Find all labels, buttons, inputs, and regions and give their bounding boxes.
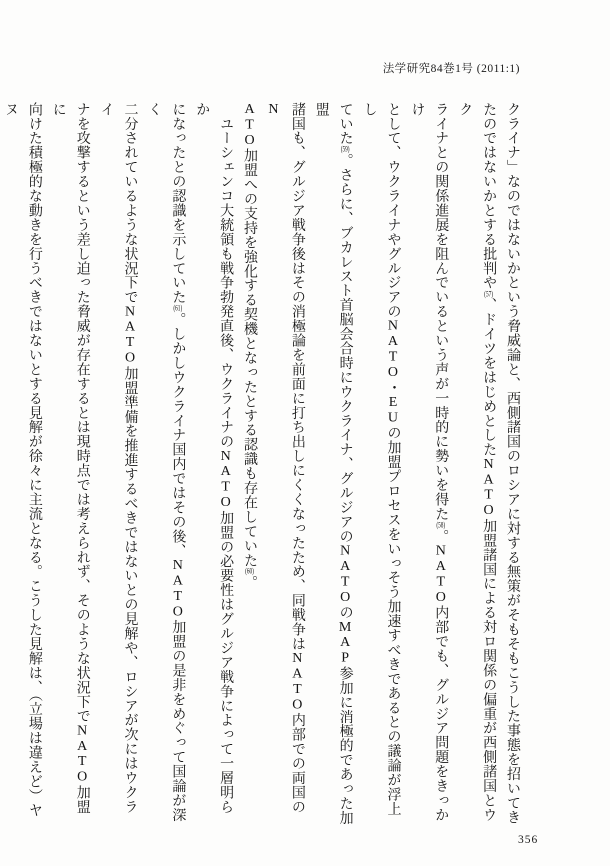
footnote-marker: (58) [436,521,446,530]
footnote-marker: (59) [340,145,350,154]
text-column: 向けた積極的な動きを行うべきではないとする見解が徐々に主流となる。こうした見解は、（立場は違えど）ヤヌ [2,102,42,818]
page-number: 356 [518,834,539,846]
text-column: として、ウクライナやグルジアのNATO・EUの加盟プロセスをいっそう加速すべきであるとの議論が浮上し [361,102,401,817]
journal-header: 法学研究84巻1号 (2011:1) [382,63,520,75]
text-column: ユーシェンコ大統領も戦争勃発直後、ウクライナのNATO加盟の必要性はグルジア戦争によって一層明らか [194,102,234,815]
footnote-marker: (57) [484,289,493,298]
text-column: ATO加盟への支持を強化する契機となったとする認識も存在していた(60)。 [242,102,258,590]
footnote-marker: (61) [173,304,183,313]
text-column: になったとの認識を示していた(61)。しかしウクライナ国内ではその後、NATO加盟の是非をめぐって国論が深く [146,102,186,823]
text-column: 二分されているような状況下でNATO加盟準備を推進するべきではないとの見解や、ロシアが次にはウクライ [98,102,138,815]
text-column: ライナとの関係進展を阻んでいるという声が一時的に勢いを得た(58)。NATO内部でも、グルジア問題をきっかけ [409,102,449,823]
text-column: 諸国も、グルジア戦争後はその消極論を前面に打ち出しにくくなったため、同戦争はNATO内部での両国のN [265,102,305,815]
text-column: たのではないかとする批判や(57)、ドイツをはじめとしたNATO加盟諸国による対ロ関係の偏重が西側諸国とウク [457,102,497,823]
footnote-marker: (60) [245,567,254,576]
text-column: クライナ」なのではないかという脅威論と、西側諸国のロシアに対する無策がそもそもこうした事態を招いてき [505,102,520,825]
text-column: ていた(59)。さらに、ブカレスト首脳会合時にウクライナ、グルジアのNATOのMAP参加に消極的であった加盟 [313,102,353,826]
vertical-text-block [0,102,524,830]
text-column: ナを攻撃するという差し迫った脅威が存在するとは現時点では考えられず、そのような状況下でNATO加盟に [50,102,90,815]
